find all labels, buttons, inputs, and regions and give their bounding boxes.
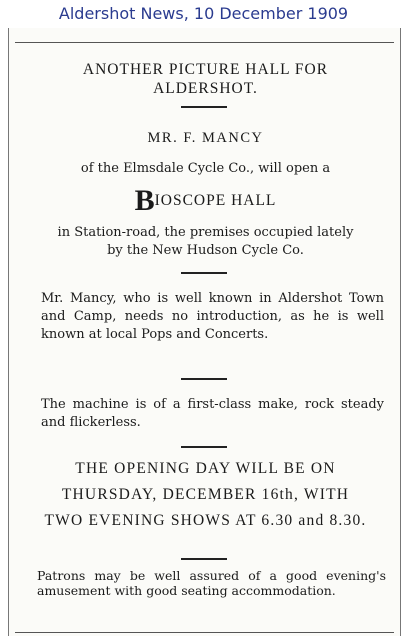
image-caption: Aldershot News, 10 December 1909 (58, 4, 349, 23)
separator (181, 272, 227, 274)
headline (25, 60, 386, 98)
separator (181, 106, 227, 108)
intro-line: of the Elmsdale Cycle Co., will open a (80, 161, 331, 176)
bioscope-hall-heading (25, 184, 386, 218)
paragraph-machine: The machine is of a first-class make, rock steady and flickerless. (41, 397, 384, 430)
drop-initial: B (134, 184, 155, 217)
bottom-rule (15, 632, 394, 633)
closing-paragraph: Patrons may be well assured of a good evening's amusement with good seating accommodation. (37, 568, 386, 598)
separator (181, 378, 227, 380)
headline-line-1: ANOTHER PICTURE HALL FOR (82, 61, 329, 78)
newspaper-clipping (8, 28, 401, 636)
headline-line-2: ALDERSHOT. (153, 80, 258, 97)
opening-line-3: TWO EVENING SHOWS AT 6.30 and 8.30. (44, 512, 367, 529)
location-line-2: by the New Hudson Cycle Co. (107, 243, 304, 258)
paragraph-introduction: Mr. Mancy, who is well known in Aldershot Town and Camp, needs no introduction, as he is well known at local Pops and Concerts. (41, 291, 384, 342)
separator (181, 446, 227, 448)
location-text (25, 224, 386, 260)
separator (181, 558, 227, 560)
location-line-1: in Station-road, the premises occupied lately (57, 225, 354, 240)
heading-rest: IOSCOPE HALL (154, 192, 277, 209)
top-rule (15, 42, 394, 43)
opening-line-1: THE OPENING DAY WILL BE ON (75, 460, 336, 477)
proprietor-name: MR. F. MANCY (147, 130, 264, 146)
opening-line-2: THURSDAY, DECEMBER 16th, WITH (61, 486, 350, 503)
opening-announcement (25, 456, 386, 534)
